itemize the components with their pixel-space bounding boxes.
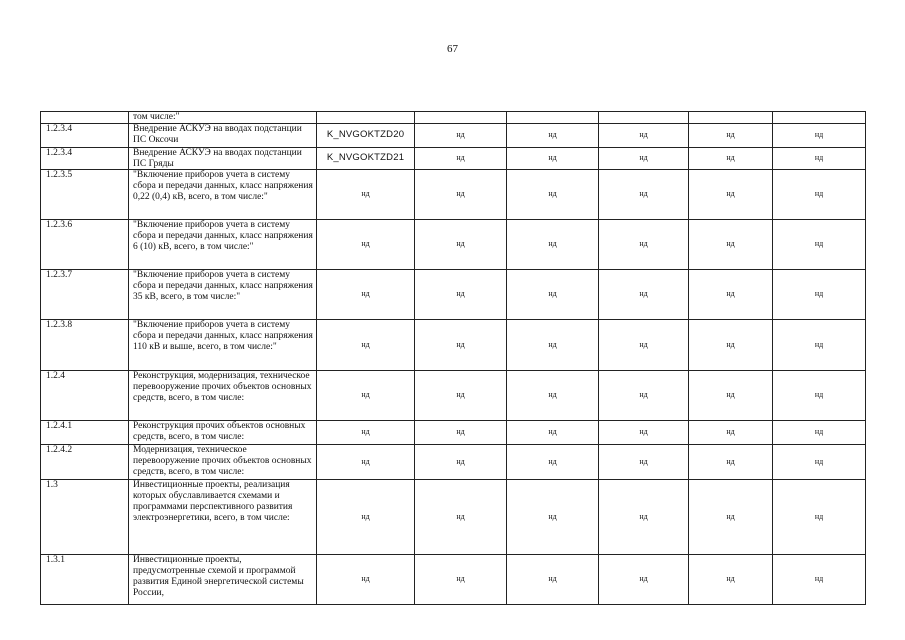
value-cell: нд: [415, 480, 507, 555]
value-cell: нд: [773, 371, 866, 421]
value-cell: нд: [689, 270, 773, 320]
value-cell: нд: [415, 147, 507, 170]
value-cell: [415, 112, 507, 124]
row-name-cell: Реконструкция, модернизация, техническое перевооружение прочих объектов основных средств, всего, в том числе:: [129, 371, 317, 421]
value-cell: нд: [689, 371, 773, 421]
table-row: [41, 123, 866, 147]
value-cell: нд: [599, 170, 689, 220]
row-number-cell: 1.3.1: [41, 555, 129, 605]
row-number-cell: 1.2.3.7: [41, 270, 129, 320]
row-name-cell: Внедрение АСКУЭ на вводах подстанции ПС Гряды: [129, 147, 317, 170]
row-number-cell: 1.3: [41, 480, 129, 555]
row-number-cell: 1.2.3.5: [41, 170, 129, 220]
value-cell: нд: [773, 123, 866, 147]
value-cell: нд: [599, 445, 689, 480]
row-name-cell: "Включение приборов учета в систему сбора и передачи данных, класс напряжения 0,22 (0,4) кВ, всего, в том числе:": [129, 170, 317, 220]
value-cell: нд: [599, 270, 689, 320]
identifier-cell: нд: [317, 270, 415, 320]
value-cell: нд: [507, 123, 599, 147]
identifier-cell: нд: [317, 371, 415, 421]
value-cell: нд: [507, 220, 599, 270]
value-cell: нд: [773, 220, 866, 270]
value-cell: [599, 112, 689, 124]
identifier-cell: нд: [317, 220, 415, 270]
table-row: [41, 555, 866, 605]
value-cell: нд: [415, 445, 507, 480]
identifier-cell: нд: [317, 445, 415, 480]
identifier-cell: нд: [317, 170, 415, 220]
value-cell: нд: [507, 555, 599, 605]
value-cell: нд: [415, 371, 507, 421]
value-cell: нд: [415, 270, 507, 320]
value-cell: нд: [599, 480, 689, 555]
row-number-cell: 1.2.3.4: [41, 147, 129, 170]
row-name-cell: "Включение приборов учета в систему сбора и передачи данных, класс напряжения 6 (10) кВ, всего, в том числе:": [129, 220, 317, 270]
table-row: [41, 220, 866, 270]
table-body: [41, 112, 866, 605]
value-cell: нд: [415, 320, 507, 371]
row-number-cell: [41, 112, 129, 124]
page-number: 67: [447, 43, 458, 55]
value-cell: нд: [773, 170, 866, 220]
row-name-cell: Реконструкция прочих объектов основных средств, всего, в том числе:: [129, 421, 317, 445]
value-cell: нд: [507, 480, 599, 555]
table-row: [41, 421, 866, 445]
row-name-cell: "Включение приборов учета в систему сбора и передачи данных, класс напряжения 110 кВ и выше, всего, в том числе:": [129, 320, 317, 371]
value-cell: нд: [507, 421, 599, 445]
row-number-cell: 1.2.3.6: [41, 220, 129, 270]
value-cell: [507, 112, 599, 124]
value-cell: нд: [773, 270, 866, 320]
value-cell: нд: [507, 147, 599, 170]
identifier-cell: [317, 112, 415, 124]
value-cell: нд: [689, 445, 773, 480]
value-cell: нд: [689, 421, 773, 445]
value-cell: нд: [689, 170, 773, 220]
table-row: [41, 320, 866, 371]
value-cell: нд: [507, 320, 599, 371]
table-row: [41, 170, 866, 220]
table-row: [41, 371, 866, 421]
value-cell: нд: [689, 480, 773, 555]
row-number-cell: 1.2.4: [41, 371, 129, 421]
identifier-cell: нд: [317, 555, 415, 605]
value-cell: нд: [599, 555, 689, 605]
table-row: [41, 445, 866, 480]
value-cell: нд: [773, 445, 866, 480]
value-cell: нд: [415, 170, 507, 220]
value-cell: нд: [689, 123, 773, 147]
row-name-cell: Модернизация, техническое перевооружение прочих объектов основных средств, всего, в том числе:: [129, 445, 317, 480]
value-cell: нд: [689, 320, 773, 371]
value-cell: [773, 112, 866, 124]
value-cell: нд: [415, 220, 507, 270]
row-name-cell: том числе:": [129, 112, 317, 124]
identifier-cell: нд: [317, 320, 415, 371]
value-cell: нд: [415, 123, 507, 147]
row-name-cell: "Включение приборов учета в систему сбора и передачи данных, класс напряжения 35 кВ, всего, в том числе:": [129, 270, 317, 320]
table-row: [41, 480, 866, 555]
row-number-cell: 1.2.4.1: [41, 421, 129, 445]
value-cell: нд: [689, 220, 773, 270]
row-number-cell: 1.2.3.8: [41, 320, 129, 371]
value-cell: нд: [773, 147, 866, 170]
value-cell: нд: [507, 270, 599, 320]
row-name-cell: Внедрение АСКУЭ на вводах подстанции ПС Оксочи: [129, 123, 317, 147]
value-cell: нд: [773, 555, 866, 605]
value-cell: нд: [507, 170, 599, 220]
value-cell: [689, 112, 773, 124]
identifier-cell: K_NVGOKTZD20: [317, 123, 415, 147]
row-number-cell: 1.2.4.2: [41, 445, 129, 480]
value-cell: нд: [415, 421, 507, 445]
value-cell: нд: [689, 555, 773, 605]
row-name-cell: Инвестиционные проекты, реализация которых обуславливается схемами и программами перспективного развития электроэнергетики, всего, в том числе:: [129, 480, 317, 555]
value-cell: нд: [773, 320, 866, 371]
value-cell: нд: [599, 320, 689, 371]
row-number-cell: 1.2.3.4: [41, 123, 129, 147]
investment-table: [40, 111, 866, 605]
value-cell: нд: [599, 123, 689, 147]
value-cell: нд: [599, 220, 689, 270]
value-cell: нд: [689, 147, 773, 170]
value-cell: нд: [599, 147, 689, 170]
row-name-cell: Инвестиционные проекты, предусмотренные схемой и программой развития Единой энергетической системы России,: [129, 555, 317, 605]
value-cell: нд: [773, 421, 866, 445]
table-row: [41, 270, 866, 320]
identifier-cell: нд: [317, 480, 415, 555]
table-row: [41, 147, 866, 170]
value-cell: нд: [773, 480, 866, 555]
value-cell: нд: [599, 371, 689, 421]
value-cell: нд: [415, 555, 507, 605]
value-cell: нд: [599, 421, 689, 445]
identifier-cell: нд: [317, 421, 415, 445]
identifier-cell: K_NVGOKTZD21: [317, 147, 415, 170]
value-cell: нд: [507, 445, 599, 480]
value-cell: нд: [507, 371, 599, 421]
table-row: [41, 112, 866, 124]
